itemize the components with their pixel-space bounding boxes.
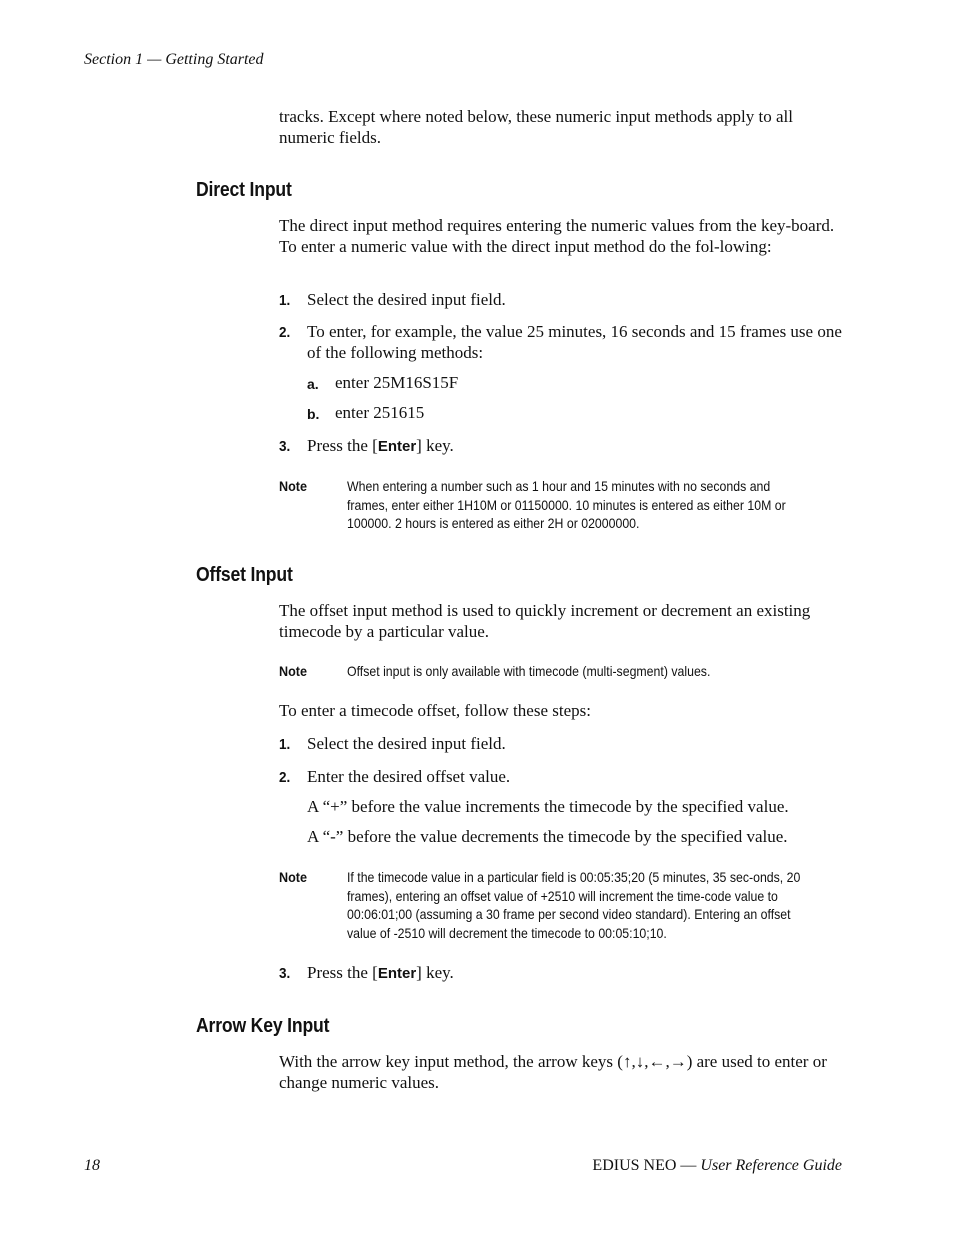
- running-header: Section 1 — Getting Started: [84, 51, 264, 68]
- step-number: 3.: [279, 965, 291, 982]
- step-text: Select the desired input field.: [307, 290, 506, 309]
- key-name: Enter: [377, 438, 417, 455]
- running-footer: [592, 1157, 842, 1175]
- note-text: When entering a number such as 1 hour and 15 minutes with no seconds and frames, enter either 1H10M or 01150000. 10 minutes is entered as either 10M or 100000. 2 hours is entered as either 2H or 02000000.: [347, 478, 786, 532]
- heading-direct-input: Direct Input: [196, 179, 292, 201]
- step-text-suffix: ] key.: [416, 963, 454, 982]
- page-number: 18: [84, 1157, 100, 1174]
- offset-lead-paragraph: To enter a timecode offset, follow these steps:: [279, 701, 591, 720]
- step-number: 1.: [279, 292, 291, 309]
- note-label: Note: [279, 869, 308, 885]
- note-label: Note: [279, 663, 308, 679]
- intro-paragraph: tracks. Except where noted below, these numeric input methods apply to all numeric fields.: [279, 107, 793, 147]
- step-text: [307, 963, 847, 985]
- substep-text: enter 25M16S15F: [335, 373, 459, 392]
- step-detail-plus: A “+” before the value increments the timecode by the specified value.: [307, 797, 789, 816]
- step-number: 1.: [279, 736, 291, 753]
- substep-letter: a.: [307, 376, 319, 392]
- step-number: 2.: [279, 324, 291, 341]
- step-text: Select the desired input field.: [307, 734, 506, 753]
- substep-letter: b.: [307, 406, 320, 422]
- step-text: Enter the desired offset value.: [307, 767, 511, 786]
- step-text-prefix: Press the [: [307, 963, 378, 982]
- guide-title: User Reference Guide: [700, 1157, 842, 1174]
- note-text: If the timecode value in a particular field is 00:05:35;20 (5 minutes, 35 sec-onds, 20 frames), entering an offset value of +2510 will increment the time-code value to 00:06:01;00 (assuming a 30 frame per second video standard). Entering an offset value of -2510 will decrement the timecode to 00:05:10;10.: [347, 869, 801, 942]
- product-name: EDIUS NEO: [592, 1157, 677, 1174]
- step-text-suffix: ] key.: [416, 436, 454, 455]
- step-text: [307, 436, 847, 458]
- arrow-key-paragraph: With the arrow key input method, the arrow keys (↑,↓,←,→) are used to enter or change numeric values.: [279, 1052, 827, 1092]
- heading-arrow-key-input: Arrow Key Input: [196, 1015, 330, 1037]
- key-name: Enter: [377, 965, 417, 982]
- footer-separator: —: [676, 1157, 701, 1174]
- note-label: Note: [279, 478, 308, 494]
- direct-input-paragraph: The direct input method requires entering the numeric values from the key-board. To enter a numeric value with the direct input method do the fol-lowing:: [279, 216, 835, 256]
- step-detail-minus: A “-” before the value decrements the timecode by the specified value.: [307, 827, 788, 846]
- step-number: 3.: [279, 438, 291, 455]
- note-text: Offset input is only available with timecode (multi-segment) values.: [347, 663, 711, 679]
- step-text-prefix: Press the [: [307, 436, 378, 455]
- offset-input-paragraph: The offset input method is used to quickly increment or decrement an existing timecode by a particular value.: [279, 601, 811, 641]
- heading-offset-input: Offset Input: [196, 564, 293, 586]
- substep-text: enter 251615: [335, 403, 425, 422]
- step-number: 2.: [279, 769, 291, 786]
- step-text: To enter, for example, the value 25 minutes, 16 seconds and 15 frames use one of the following methods:: [307, 322, 842, 362]
